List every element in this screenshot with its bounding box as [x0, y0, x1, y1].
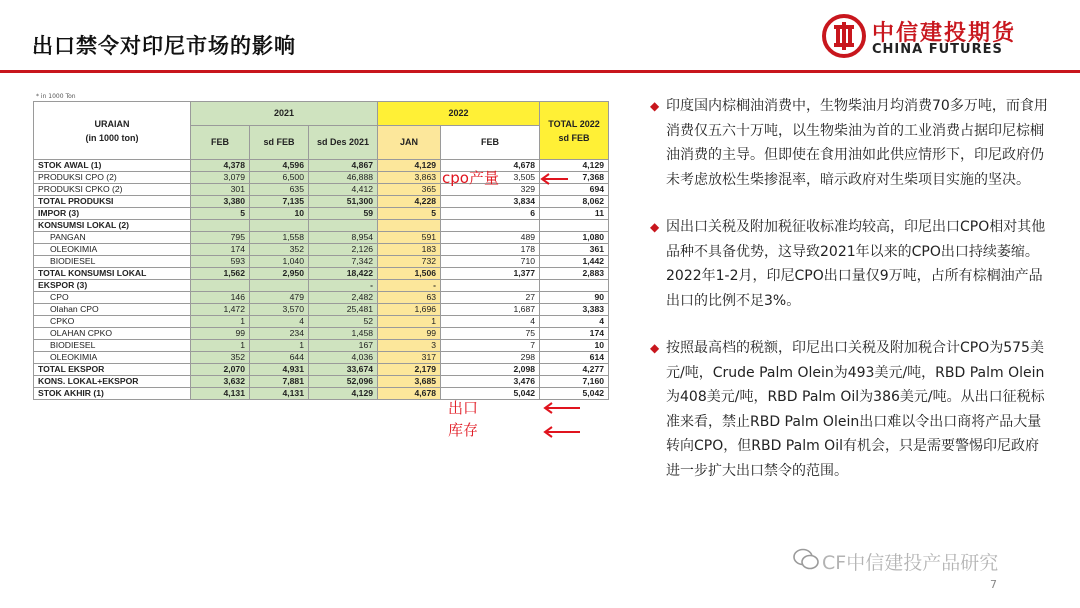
diamond-bullet-icon: ◆	[650, 341, 660, 355]
table-cell: 1	[191, 340, 250, 352]
row-label: TOTAL PRODUKSI	[34, 196, 191, 208]
table-cell	[191, 280, 250, 292]
table-cell: 4,678	[441, 160, 540, 172]
row-label: KONSUMSI LOKAL (2)	[34, 220, 191, 232]
table-cell: 4,378	[191, 160, 250, 172]
table-cell: 1	[250, 340, 309, 352]
wechat-icon	[793, 548, 819, 570]
row-label: BIODIESEL	[34, 256, 191, 268]
citic-logo-icon	[822, 14, 866, 58]
table-cell: 4,678	[378, 388, 441, 400]
row-label: Olahan CPO	[34, 304, 191, 316]
arrow-icon	[545, 427, 580, 437]
table-cell: 352	[250, 244, 309, 256]
table-cell: 795	[191, 232, 250, 244]
table-cell	[441, 220, 540, 232]
table-cell: 27	[441, 292, 540, 304]
table-cell: 1,472	[191, 304, 250, 316]
table-cell	[378, 220, 441, 232]
table-cell: 361	[540, 244, 609, 256]
table-cell: 1,562	[191, 268, 250, 280]
table-cell: 7,135	[250, 196, 309, 208]
row-label: IMPOR (3)	[34, 208, 191, 220]
row-label: STOK AWAL (1)	[34, 160, 191, 172]
table-cell: 1	[191, 316, 250, 328]
table-cell: 8,062	[540, 196, 609, 208]
table-cell: 1,442	[540, 256, 609, 268]
table-cell: 3,079	[191, 172, 250, 184]
table-cell: 90	[540, 292, 609, 304]
col-header: FEB	[191, 126, 250, 160]
table-cell: 1,687	[441, 304, 540, 316]
table-cell: 635	[250, 184, 309, 196]
table-cell: 174	[191, 244, 250, 256]
table-row	[34, 256, 609, 268]
col-header: sd Des 2021	[309, 126, 378, 160]
table-cell: 365	[378, 184, 441, 196]
diamond-bullet-icon: ◆	[650, 99, 660, 113]
table-cell: 5,042	[540, 388, 609, 400]
table-cell: 7,160	[540, 376, 609, 388]
table-cell	[540, 280, 609, 292]
table-cell: 99	[191, 328, 250, 340]
table-cell: 710	[441, 256, 540, 268]
col-header: FEB	[441, 126, 540, 160]
table-row	[34, 352, 609, 364]
row-label: TOTAL KONSUMSI LOKAL	[34, 268, 191, 280]
table-cell: 4	[441, 316, 540, 328]
logo-english-name: CHINA FUTURES	[872, 42, 1003, 57]
table-cell: 4,129	[378, 160, 441, 172]
year-2021-header: 2021	[191, 102, 378, 126]
table-cell: 146	[191, 292, 250, 304]
table-row	[34, 244, 609, 256]
table-cell: 4,867	[309, 160, 378, 172]
table-cell	[441, 280, 540, 292]
table-cell: 1,040	[250, 256, 309, 268]
row-label: TOTAL EKSPOR	[34, 364, 191, 376]
table-row	[34, 220, 609, 232]
table-cell: 593	[191, 256, 250, 268]
row-label: KONS. LOKAL+EKSPOR	[34, 376, 191, 388]
bullet-point: ◆ 印度国内棕榈油消费中，生物柴油月均消费70多万吨，而食用消费仅五六十万吨，以生物柴油为首的工业消费占据印尼棕榈油消费的主导。但即使在食用油如此供应情形下，印尼政府仍未考虑放松生柴掺混率，暗示政府对生柴项目实施的坚决。	[650, 94, 1048, 192]
bullet-point: ◆ 按照最高档的税额，印尼出口关税及附加税合计CPO为575美元/吨，Crude Palm Olein为493美元/吨，RBD Palm Olein为408美元/吨，RBD Palm Oil为386美元/吨。从出口征税标准来看，禁止RBD Palm Olein出口难以令出口商将产品大量转向CPO，但RBD Palm Oil有机会，只是需要警惕印尼政府进一步扩大出口禁令的范围。	[650, 336, 1048, 483]
table-cell: 3,863	[378, 172, 441, 184]
logo-chinese-name: 中信建投期货	[872, 21, 1017, 46]
row-label: OLAHAN CPKO	[34, 328, 191, 340]
table-cell: 5	[191, 208, 250, 220]
row-label: PRODUKSI CPO (2)	[34, 172, 191, 184]
table-row	[34, 184, 609, 196]
stock-annotation: 库存	[448, 421, 479, 439]
table-row	[34, 160, 609, 172]
table-cell: 1	[378, 316, 441, 328]
table-cell: 3,570	[250, 304, 309, 316]
table-cell: 694	[540, 184, 609, 196]
table-cell: 1,558	[250, 232, 309, 244]
bullet-point: ◆ 因出口关税及附加税征收标准均较高，印尼出口CPO相对其他品种不具备优势，这导致2021年以来的CPO出口持续萎缩。2022年1-2月，印尼CPO出口量仅9万吨，占所有棕榈油产品出口的比例不足3%。	[650, 215, 1048, 313]
table-cell: 4,277	[540, 364, 609, 376]
table-cell: 4	[540, 316, 609, 328]
table-cell: 4,036	[309, 352, 378, 364]
table-row	[34, 268, 609, 280]
row-label: PRODUKSI CPKO (2)	[34, 184, 191, 196]
company-logo	[822, 14, 1062, 62]
page-number: 7	[990, 578, 997, 591]
table-row	[34, 340, 609, 352]
table-row	[34, 232, 609, 244]
table-cell: 2,126	[309, 244, 378, 256]
table-cell: 1,377	[441, 268, 540, 280]
row-label: OLEOKIMIA	[34, 352, 191, 364]
col-header: sd FEB	[250, 126, 309, 160]
table-cell: 732	[378, 256, 441, 268]
table-cell: 59	[309, 208, 378, 220]
table-cell: 4	[250, 316, 309, 328]
table-cell: 8,954	[309, 232, 378, 244]
table-cell: 2,482	[309, 292, 378, 304]
table-cell: 3,476	[441, 376, 540, 388]
table-cell: 4,596	[250, 160, 309, 172]
table-cell: 178	[441, 244, 540, 256]
table-cell: 2,098	[441, 364, 540, 376]
table-row	[34, 316, 609, 328]
table-row	[34, 364, 609, 376]
row-label: STOK AKHIR (1)	[34, 388, 191, 400]
table-cell: 644	[250, 352, 309, 364]
page-title: 出口禁令对印尼市场的影响	[32, 34, 296, 58]
table-cell: 7,368	[540, 172, 609, 184]
row-label: PANGAN	[34, 232, 191, 244]
table-cell: 3	[378, 340, 441, 352]
table-cell: 4,129	[309, 388, 378, 400]
uraian-header: URAIAN (in 1000 ton)	[34, 102, 191, 160]
table-cell: 11	[540, 208, 609, 220]
table-cell: 3,685	[378, 376, 441, 388]
table-cell: 2,070	[191, 364, 250, 376]
table-row	[34, 172, 609, 184]
table-cell: 18,422	[309, 268, 378, 280]
row-label: OLEOKIMIA	[34, 244, 191, 256]
table-cell: 234	[250, 328, 309, 340]
table-cell: 2,179	[378, 364, 441, 376]
table-row	[34, 280, 609, 292]
table-cell: 352	[191, 352, 250, 364]
table-cell: 4,131	[191, 388, 250, 400]
table-cell: 317	[378, 352, 441, 364]
table-cell: 4,131	[250, 388, 309, 400]
table-cell	[250, 280, 309, 292]
total-2022-header: TOTAL 2022 sd FEB	[540, 102, 609, 160]
table-cell: 4,412	[309, 184, 378, 196]
table-row	[34, 304, 609, 316]
analysis-bullets	[650, 94, 1048, 483]
watermark-text: CF中信建投产品研究	[822, 552, 999, 574]
table-cell: 479	[250, 292, 309, 304]
table-row	[34, 376, 609, 388]
year-2022-header: 2022	[378, 102, 540, 126]
table-cell: 167	[309, 340, 378, 352]
table-cell: 52,096	[309, 376, 378, 388]
table-cell: 1,696	[378, 304, 441, 316]
table-cell	[191, 220, 250, 232]
table-cell: 25,481	[309, 304, 378, 316]
table-cell: 1,506	[378, 268, 441, 280]
col-header: JAN	[378, 126, 441, 160]
table-cell: 4,129	[540, 160, 609, 172]
export-annotation: 出口	[448, 399, 479, 417]
table-cell: 75	[441, 328, 540, 340]
arrow-icon	[545, 403, 580, 413]
table-cell: 591	[378, 232, 441, 244]
table-cell: 99	[378, 328, 441, 340]
table-cell: 3,380	[191, 196, 250, 208]
table-cell: 6,500	[250, 172, 309, 184]
table-cell: 10	[250, 208, 309, 220]
table-cell: 10	[540, 340, 609, 352]
table-cell: 489	[441, 232, 540, 244]
table-row	[34, 388, 609, 400]
row-label: BIODIESEL	[34, 340, 191, 352]
table-cell: 174	[540, 328, 609, 340]
title-divider	[0, 70, 1080, 73]
table-cell: 4,931	[250, 364, 309, 376]
row-label: CPKO	[34, 316, 191, 328]
table-cell: 7,342	[309, 256, 378, 268]
table-cell: 3,505	[441, 172, 540, 184]
table-cell	[250, 220, 309, 232]
table-cell: 3,834	[441, 196, 540, 208]
table-cell: 52	[309, 316, 378, 328]
table-row	[34, 208, 609, 220]
table-row	[34, 292, 609, 304]
cpo-output-annotation: cpo产量	[442, 169, 499, 187]
table-cell: 298	[441, 352, 540, 364]
table-cell: 33,674	[309, 364, 378, 376]
table-row	[34, 196, 609, 208]
table-cell: 5,042	[441, 388, 540, 400]
table-cell: 46,888	[309, 172, 378, 184]
table-unit-note: * in 1000 Ton	[36, 93, 76, 100]
diamond-bullet-icon: ◆	[650, 220, 660, 234]
table-row	[34, 328, 609, 340]
table-cell	[540, 220, 609, 232]
table-cell: 3,383	[540, 304, 609, 316]
table-cell: 329	[441, 184, 540, 196]
table-cell: 4,228	[378, 196, 441, 208]
row-label: EKSPOR (3)	[34, 280, 191, 292]
palm-oil-balance-table	[33, 101, 608, 400]
table-cell: 63	[378, 292, 441, 304]
table-cell: 2,883	[540, 268, 609, 280]
table-cell: 1,080	[540, 232, 609, 244]
table-cell: -	[309, 280, 378, 292]
table-cell	[309, 220, 378, 232]
table-cell: 5	[378, 208, 441, 220]
row-label: CPO	[34, 292, 191, 304]
table-cell: 183	[378, 244, 441, 256]
table-cell: 301	[191, 184, 250, 196]
table-cell: 7,881	[250, 376, 309, 388]
table-cell: 2,950	[250, 268, 309, 280]
table-cell: 51,300	[309, 196, 378, 208]
table-cell: 3,632	[191, 376, 250, 388]
table-cell: -	[378, 280, 441, 292]
table-cell: 7	[441, 340, 540, 352]
table-cell: 614	[540, 352, 609, 364]
table-cell: 1,458	[309, 328, 378, 340]
table-cell: 6	[441, 208, 540, 220]
